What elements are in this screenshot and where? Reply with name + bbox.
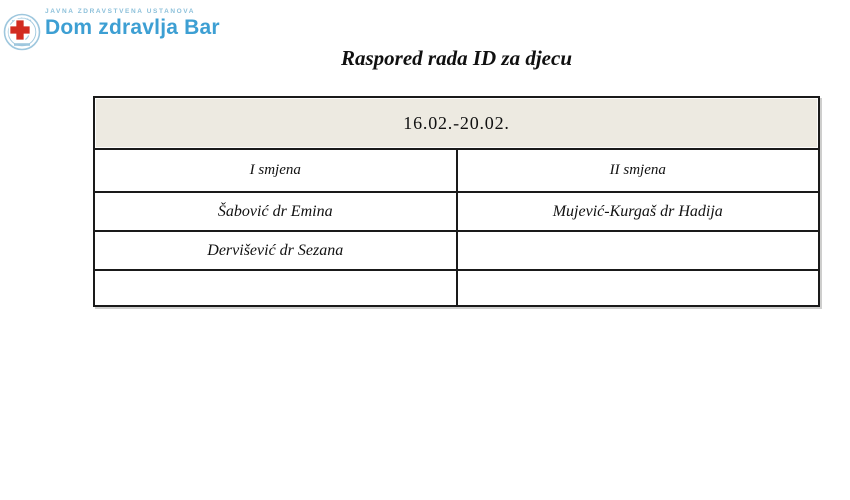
doctor-cell xyxy=(457,270,820,306)
doctor-cell xyxy=(457,231,820,270)
column-header-shift-1: I smjena xyxy=(94,149,457,192)
doctor-cell: Dervišević dr Sezana xyxy=(94,231,457,270)
logo-name: Dom zdravlja Bar xyxy=(45,16,220,39)
logo-subtitle: JAVNA ZDRAVSTVENA USTANOVA xyxy=(45,8,196,15)
date-range-cell: 16.02.-20.02. xyxy=(94,97,819,149)
column-header-shift-2: II smjena xyxy=(457,149,820,192)
doctor-cell: Mujević-Kurgaš dr Hadija xyxy=(457,192,820,231)
schedule-table xyxy=(93,96,820,307)
doctor-cell: Šabović dr Emina xyxy=(94,192,457,231)
table-row xyxy=(94,231,819,270)
table-row xyxy=(94,270,819,306)
table-row xyxy=(94,192,819,231)
logo-text xyxy=(45,4,220,40)
doctor-cell xyxy=(94,270,457,306)
medical-seal-red-cross-icon xyxy=(0,6,42,54)
table-row-date xyxy=(94,97,819,149)
table-row-columns xyxy=(94,149,819,192)
page-title: Raspored rada ID za djecu xyxy=(340,46,572,70)
